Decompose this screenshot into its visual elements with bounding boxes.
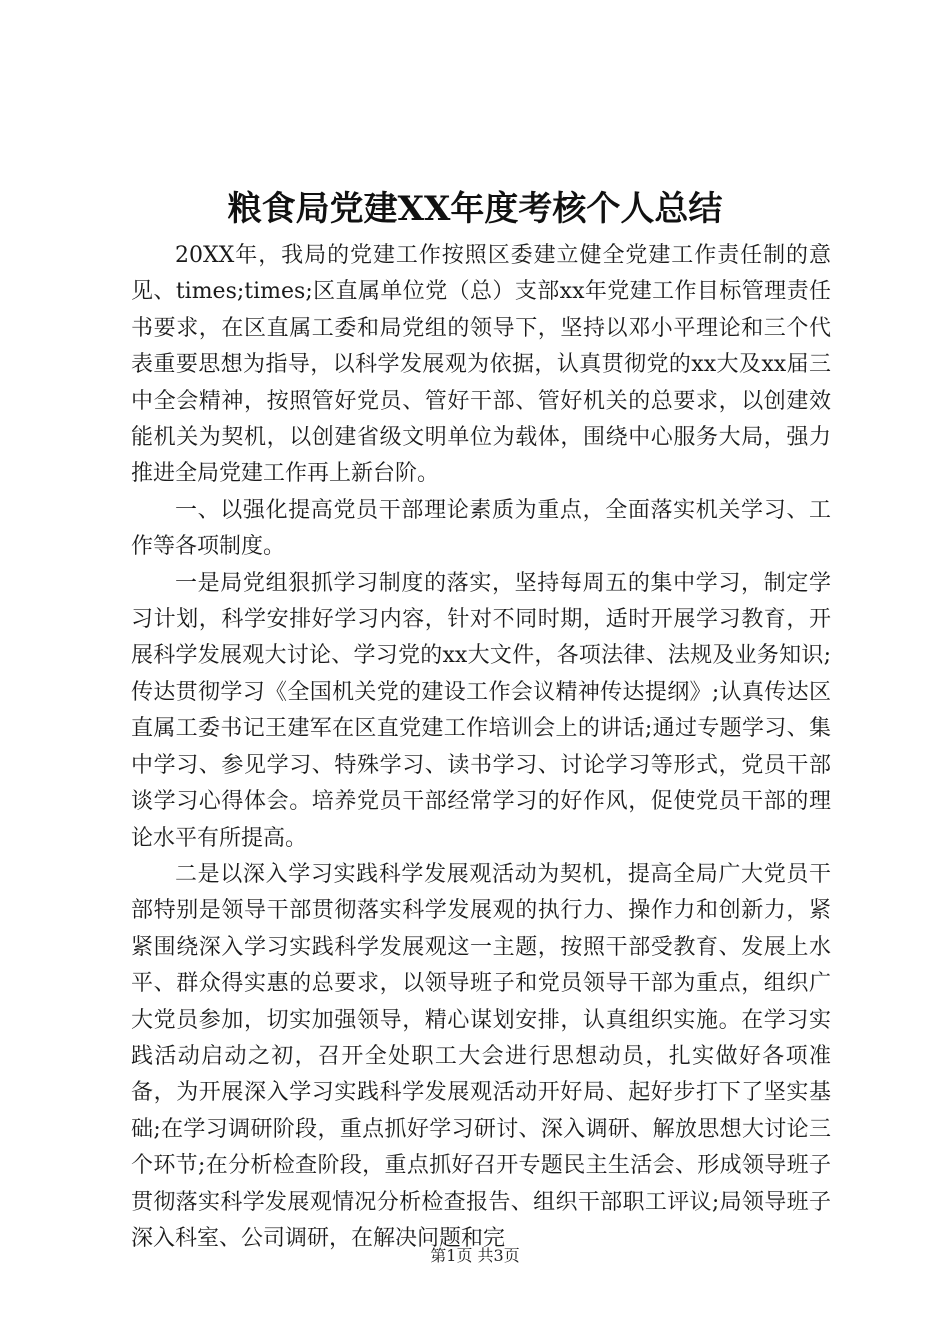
document-title: 粮食局党建XX年度考核个人总结 (227, 189, 723, 229)
body-paragraph: 一是局党组狠抓学习制度的落实，坚持每周五的集中学习，制定学习计划，科学安排好学习内容，针对不同时期，适时开展学习教育，开展科学发展观大讨论、学习党的xx大文件，各项法律、法规及业务知识;传达贯彻学习《全国机关党的建设工作会议精神传达提纲》;认真传达区直属工委书记王建军在区直党建工作培训会上的讲话;通过专题学习、集中学习、参见学习、特殊学习、读书学习、讨论学习等形式，党员干部谈学习心得体会。培养党员干部经常学习的好作风，促使党员干部的理论水平有所提高。 (131, 570, 831, 851)
body-paragraph: 一、以强化提高党员干部理论素质为重点，全面落实机关学习、工作等各项制度。 (131, 497, 831, 560)
body-paragraph: 二是以深入学习实践科学发展观活动为契机，提高全局广大党员干部特别是领导干部贯彻落实科学发展观的执行力、操作力和创新力，紧紧围绕深入学习实践科学发展观这一主题，按照干部受教育、发展上水平、群众得实惠的总要求，以领导班子和党员领导干部为重点，组织广大党员参加，切实加强领导，精心谋划安排，认真组织实施。在学习实践活动启动之初，召开全处职工大会进行思想动员，扎实做好各项准备，为开展深入学习实践科学发展观活动开好局、起好步打下了坚实基础;在学习调研阶段，重点抓好学习研讨、深入调研、解放思想大讨论三个环节;在分析检查阶段，重点抓好召开专题民主生活会、形成领导班子贯彻落实科学发展观情况分析检查报告、组织干部职工评议;局领导班子深入科室、公司调研，在解决问题和完 (131, 861, 831, 1251)
page-footer: 第1页 共3页 (430, 1246, 520, 1265)
body-paragraph: 20XX年，我局的党建工作按照区委建立健全党建工作责任制的意见、times;times;区直属单位党（总）支部xx年党建工作目标管理责任书要求，在区直属工委和局党组的领导下，坚持以邓小平理论和三个代表重要思想为指导，以科学发展观为依据，认真贯彻党的xx大及xx届三中全会精神，按照管好党员、管好干部、管好机关的总要求，以创建效能机关为契机，以创建省级文明单位为载体，围绕中心服务大局，强力推进全局党建工作再上新台阶。 (131, 243, 831, 487)
document-body (131, 238, 831, 1257)
